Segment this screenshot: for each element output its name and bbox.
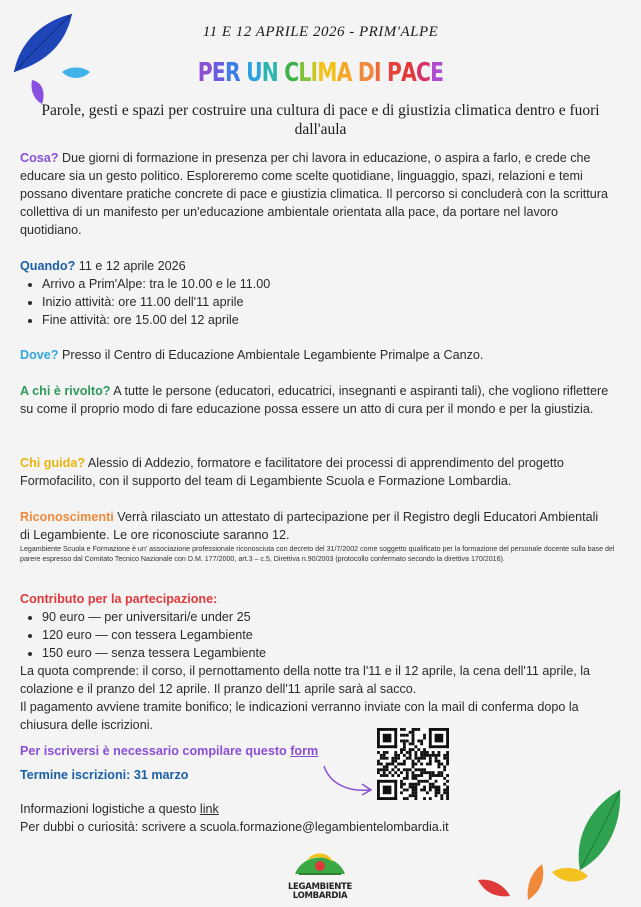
- qr-code[interactable]: [377, 728, 449, 800]
- termine-iscrizioni: Termine iscrizioni: 31 marzo: [20, 768, 189, 782]
- contributo-list: [20, 608, 620, 662]
- title-letter: C: [284, 58, 299, 88]
- section-dove: [20, 346, 620, 364]
- info-text: Informazioni logistiche a questo: [20, 802, 200, 816]
- title-letter: R: [224, 58, 240, 88]
- title-letter: P: [387, 58, 402, 88]
- list-item: • Inizio attività: ore 11.00 dell'11 aprile: [42, 293, 620, 311]
- quando-list: [20, 275, 620, 329]
- section-quando: [20, 257, 620, 329]
- iscrizioni-line: [20, 742, 370, 760]
- title-letter: E: [211, 58, 225, 88]
- quando-text: 11 e 12 aprile 2026: [75, 259, 186, 273]
- section-cosa: [20, 149, 620, 239]
- dove-label: Dove?: [20, 348, 59, 362]
- cosa-text: Due giorni di formazione in presenza per chi lavora in educazione, o aspira a farlo, e crede che educare sia un gesto politico. Esploreremo come scelte quotidiane, linguaggio, spazi, relazioni e temi possano diventare pratiche concrete di pace e giustizia climatica. Il percorso si concluderà con la scrittura collettiva di un manifesto per un'educazione ambientale orientata alla pace, da portare nel lavoro quotidiano.: [20, 151, 609, 237]
- logo-line1: LEGAMBIENTE: [287, 882, 353, 892]
- riconoscimenti-label: Riconoscimenti: [20, 510, 114, 524]
- logo-emblem-icon: [285, 846, 355, 878]
- title-letter: N: [261, 58, 278, 88]
- section-chi-guida: [20, 454, 620, 490]
- contributo-pagamento: Il pagamento avviene tramite bonifico; le indicazioni verranno inviate con la mail di conferma dopo la chiusura delle iscrizioni.: [20, 700, 579, 732]
- list-item: • Fine attività: ore 15.00 del 12 aprile: [42, 311, 620, 329]
- contributo-label: Contributo per la partecipazione:: [20, 592, 218, 606]
- list-item: • 90 euro — per universitari/e under 25: [42, 608, 620, 626]
- title-letter: E: [430, 58, 444, 88]
- section-a-chi: [20, 382, 620, 418]
- yellow-leaf-icon: [552, 868, 588, 882]
- title-letter: M: [317, 58, 337, 88]
- dove-text: Presso il Centro di Educazione Ambientale Legambiente Primalpe a Canzo.: [58, 348, 484, 362]
- red-leaf-icon: [478, 880, 510, 897]
- section-contributo: [20, 590, 620, 734]
- section-riconoscimenti: [20, 508, 610, 544]
- leaves-top-left: [0, 0, 110, 110]
- legambiente-logo: [285, 846, 355, 901]
- title-letter: A: [401, 58, 417, 88]
- form-link[interactable]: form: [290, 744, 319, 758]
- event-date: 11 E 12 APRILE 2026 - PRIM'ALPE: [202, 24, 439, 40]
- quando-label: Quando?: [20, 259, 76, 273]
- iscrizioni-text: Per iscriversi è necessario compilare questo: [20, 744, 291, 758]
- title-letter: D: [357, 58, 374, 88]
- riconoscimenti-text: Verrà rilasciato un attestato di partecipazione per il Registro degli Educatori Ambientali di Legambiente. Le ore riconosciute saranno 12.: [20, 510, 599, 542]
- contact-text: Per dubbi o curiosità: scrivere a scuola.formazione@legambientelombardia.it: [20, 820, 449, 834]
- title-letter: L: [298, 58, 311, 88]
- achi-text: A tutte le persone (educatori, educatrici, insegnanti e aspiranti tali), che vogliono riflettere su come il proprio modo di fare educazione possa essere un atto di cura per il mondo e per la giustizia.: [20, 384, 609, 416]
- title-letter: C: [416, 58, 431, 88]
- orange-leaf-icon: [528, 864, 544, 900]
- arrow-icon: [320, 762, 376, 798]
- logo-line2: LOMBARDIA: [292, 891, 348, 901]
- logistics-link[interactable]: link: [199, 802, 219, 816]
- title-letter: I: [373, 58, 381, 88]
- title-letter: A: [336, 58, 352, 88]
- page-title: [71, 58, 571, 88]
- contributo-quota: La quota comprende: il corso, il pernottamento della notte tra l'11 e il 12 aprile, la cena dell'11 aprile, la colazione e il pranzo del 12 aprile. Il pranzo dell'11 aprile sarà al sacco.: [20, 664, 591, 696]
- page-subtitle: Parole, gesti e spazi per costruire una cultura di pace e di giustizia climatica dentro e fuori dall'aula: [41, 102, 600, 138]
- cosa-label: Cosa?: [20, 151, 59, 165]
- list-item: • 120 euro — con tessera Legambiente: [42, 626, 620, 644]
- title-letter: U: [246, 58, 262, 88]
- title-letter: I: [310, 58, 318, 88]
- achi-label: A chi è rivolto?: [20, 384, 111, 398]
- chi-text: Alessio di Addezio, formatore e facilitatore dei processi di apprendimento del progetto Formofacilito, con il supporto del team di Legambiente Scuola e Formazione Lombardia.: [20, 456, 564, 488]
- list-item: • Arrivo a Prim'Alpe: tra le 10.00 e le 11.00: [42, 275, 620, 293]
- title-letter: P: [197, 58, 212, 88]
- logo-text: [285, 883, 355, 901]
- riconoscimenti-note: Legambiente Scuola e Formazione è un' associazione professionale riconosciuta con decreto del 31/7/2002 come soggetto qualificato per la formazione del personale docente sulla base del parere espresso dal Comitato Tecnico Nazionale con D.M. 177/2000, art.3 – c.5, Direttiva n.90/2003 (protocollo confermato secondo la direttiva 170/2016).: [20, 545, 615, 563]
- list-item: • 150 euro — senza tessera Legambiente: [42, 644, 620, 662]
- chi-label: Chi guida?: [20, 456, 86, 470]
- footer-info: [20, 800, 620, 836]
